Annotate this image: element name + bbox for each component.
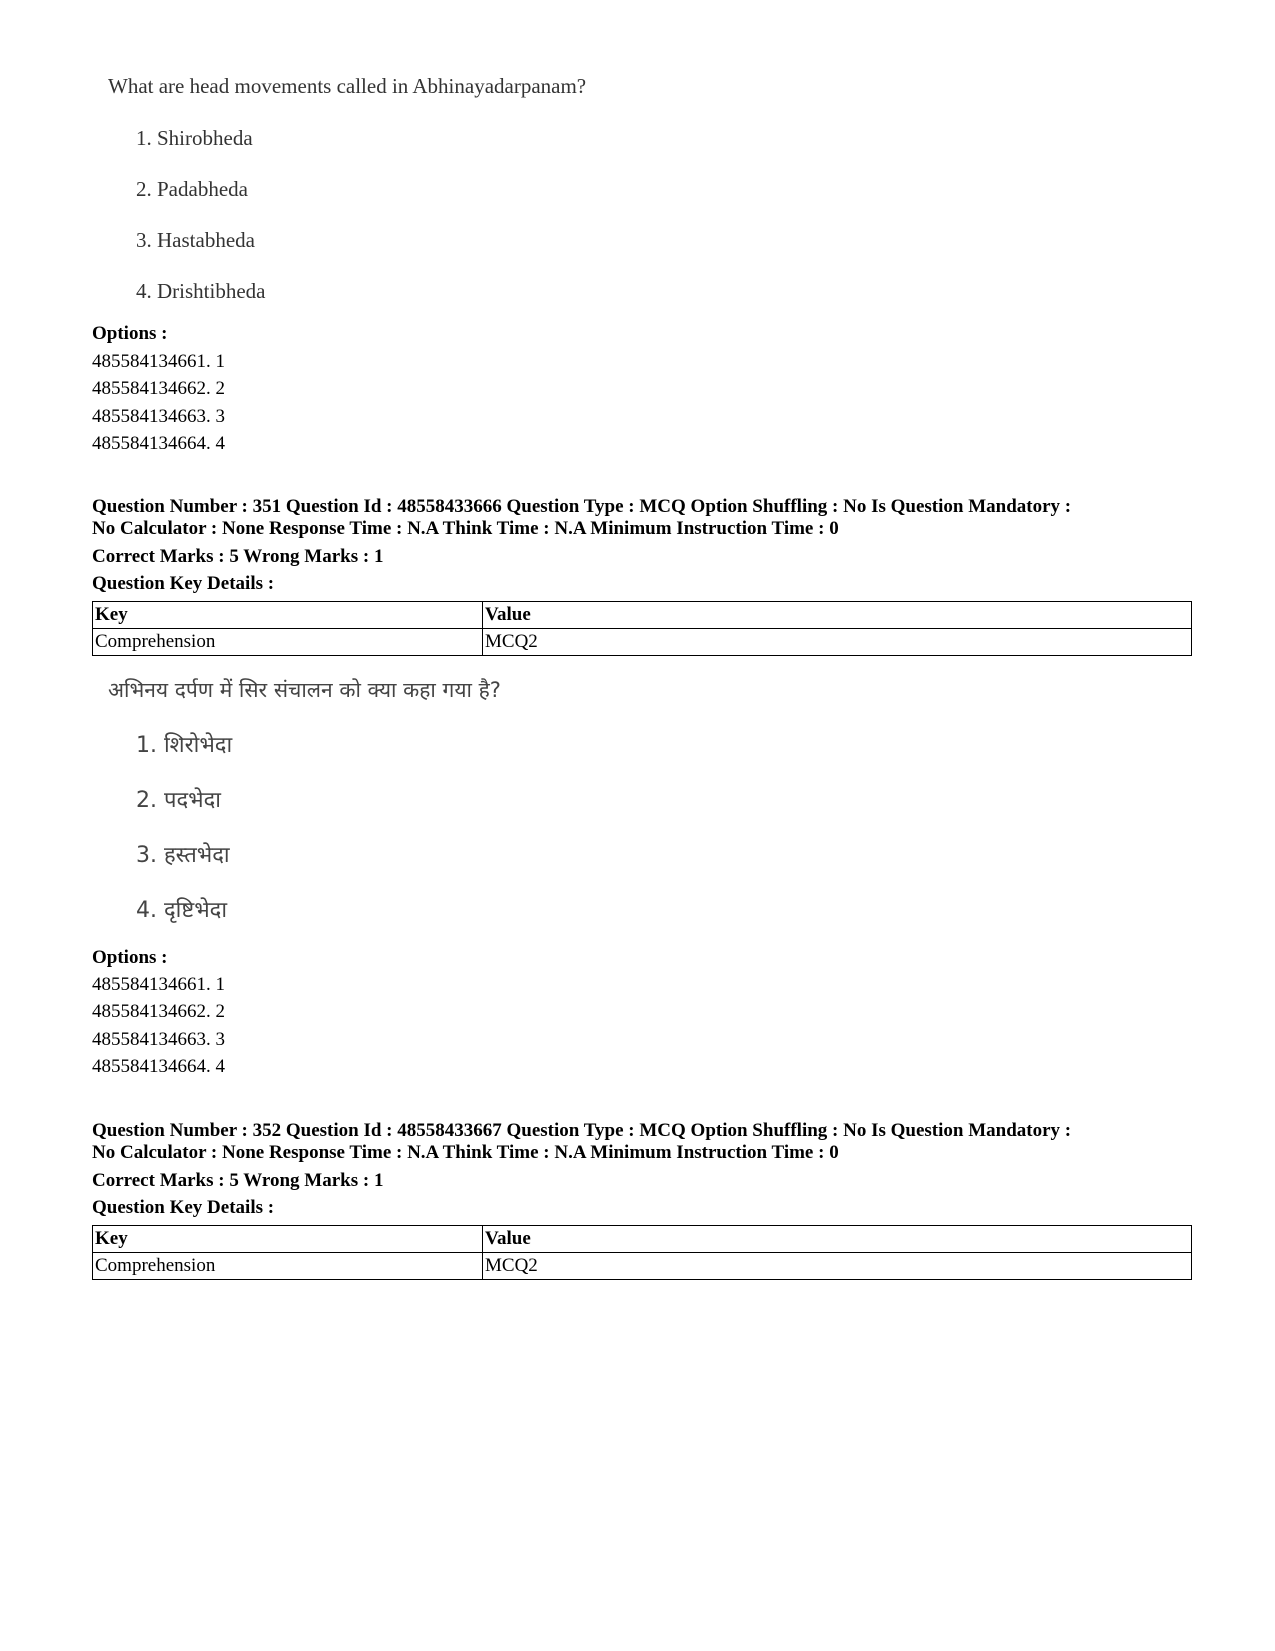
table-header-value: Value — [483, 602, 1192, 629]
table-header-row — [93, 1226, 1192, 1253]
question-350-option-1: 1. Shirobheda — [136, 126, 253, 150]
question-350-option-3: 3. Hastabheda — [136, 228, 255, 252]
option-id-1: 485584134661. 1 — [92, 351, 225, 372]
option-id-4: 485584134664. 4 — [92, 1056, 225, 1077]
table-cell-value: MCQ2 — [483, 629, 1192, 656]
table-header-row — [93, 602, 1192, 629]
question-351-stem-hindi: अभिनय दर्पण में सिर संचालन को क्या कहा गया है? — [108, 678, 501, 702]
question-350-option-4: 4. Drishtibheda — [136, 279, 266, 303]
question-351-hindi-image — [108, 676, 808, 923]
question-meta-line-1: Question Number : 351 Question Id : 48558433666 Question Type : MCQ Option Shuffling : No Is Question Mandatory : — [92, 496, 1072, 517]
options-heading: Options : — [92, 323, 168, 344]
question-meta-line-1: Question Number : 352 Question Id : 48558433667 Question Type : MCQ Option Shuffling : No Is Question Mandatory : — [92, 1120, 1072, 1141]
option-id-2: 485584134662. 2 — [92, 378, 225, 399]
key-details-heading: Question Key Details : — [92, 573, 275, 594]
question-351-option-3-hindi: 3. हस्तभेदा — [136, 843, 230, 868]
table-header-key: Key — [93, 1226, 483, 1253]
table-header-value: Value — [483, 1226, 1192, 1253]
question-350-image — [108, 72, 808, 303]
question-351-option-1-hindi: 1. शिरोभेदा — [136, 733, 233, 758]
option-id-4: 485584134664. 4 — [92, 433, 225, 454]
option-id-3: 485584134663. 3 — [92, 406, 225, 427]
question-351-key-table — [92, 601, 1192, 656]
option-id-1: 485584134661. 1 — [92, 974, 225, 995]
options-heading: Options : — [92, 947, 168, 968]
question-meta-line-2: No Calculator : None Response Time : N.A Think Time : N.A Minimum Instruction Time : 0 — [92, 518, 839, 539]
table-row — [93, 629, 1192, 656]
question-350-stem: What are head movements called in Abhinayadarpanam? — [108, 74, 587, 98]
question-marks: Correct Marks : 5 Wrong Marks : 1 — [92, 1170, 384, 1191]
table-cell-key: Comprehension — [93, 1253, 483, 1280]
question-351-option-2-hindi: 2. पदभेदा — [136, 788, 222, 813]
table-header-key: Key — [93, 602, 483, 629]
question-351-option-4-hindi: 4. दृष्टिभेदा — [136, 898, 228, 923]
table-cell-value: MCQ2 — [483, 1253, 1192, 1280]
key-details-heading: Question Key Details : — [92, 1197, 275, 1218]
option-id-2: 485584134662. 2 — [92, 1001, 225, 1022]
question-meta-line-2: No Calculator : None Response Time : N.A Think Time : N.A Minimum Instruction Time : 0 — [92, 1142, 839, 1163]
question-marks: Correct Marks : 5 Wrong Marks : 1 — [92, 546, 384, 567]
question-350-option-2: 2. Padabheda — [136, 177, 248, 201]
question-352-key-table — [92, 1225, 1192, 1280]
option-id-3: 485584134663. 3 — [92, 1029, 225, 1050]
table-row — [93, 1253, 1192, 1280]
table-cell-key: Comprehension — [93, 629, 483, 656]
